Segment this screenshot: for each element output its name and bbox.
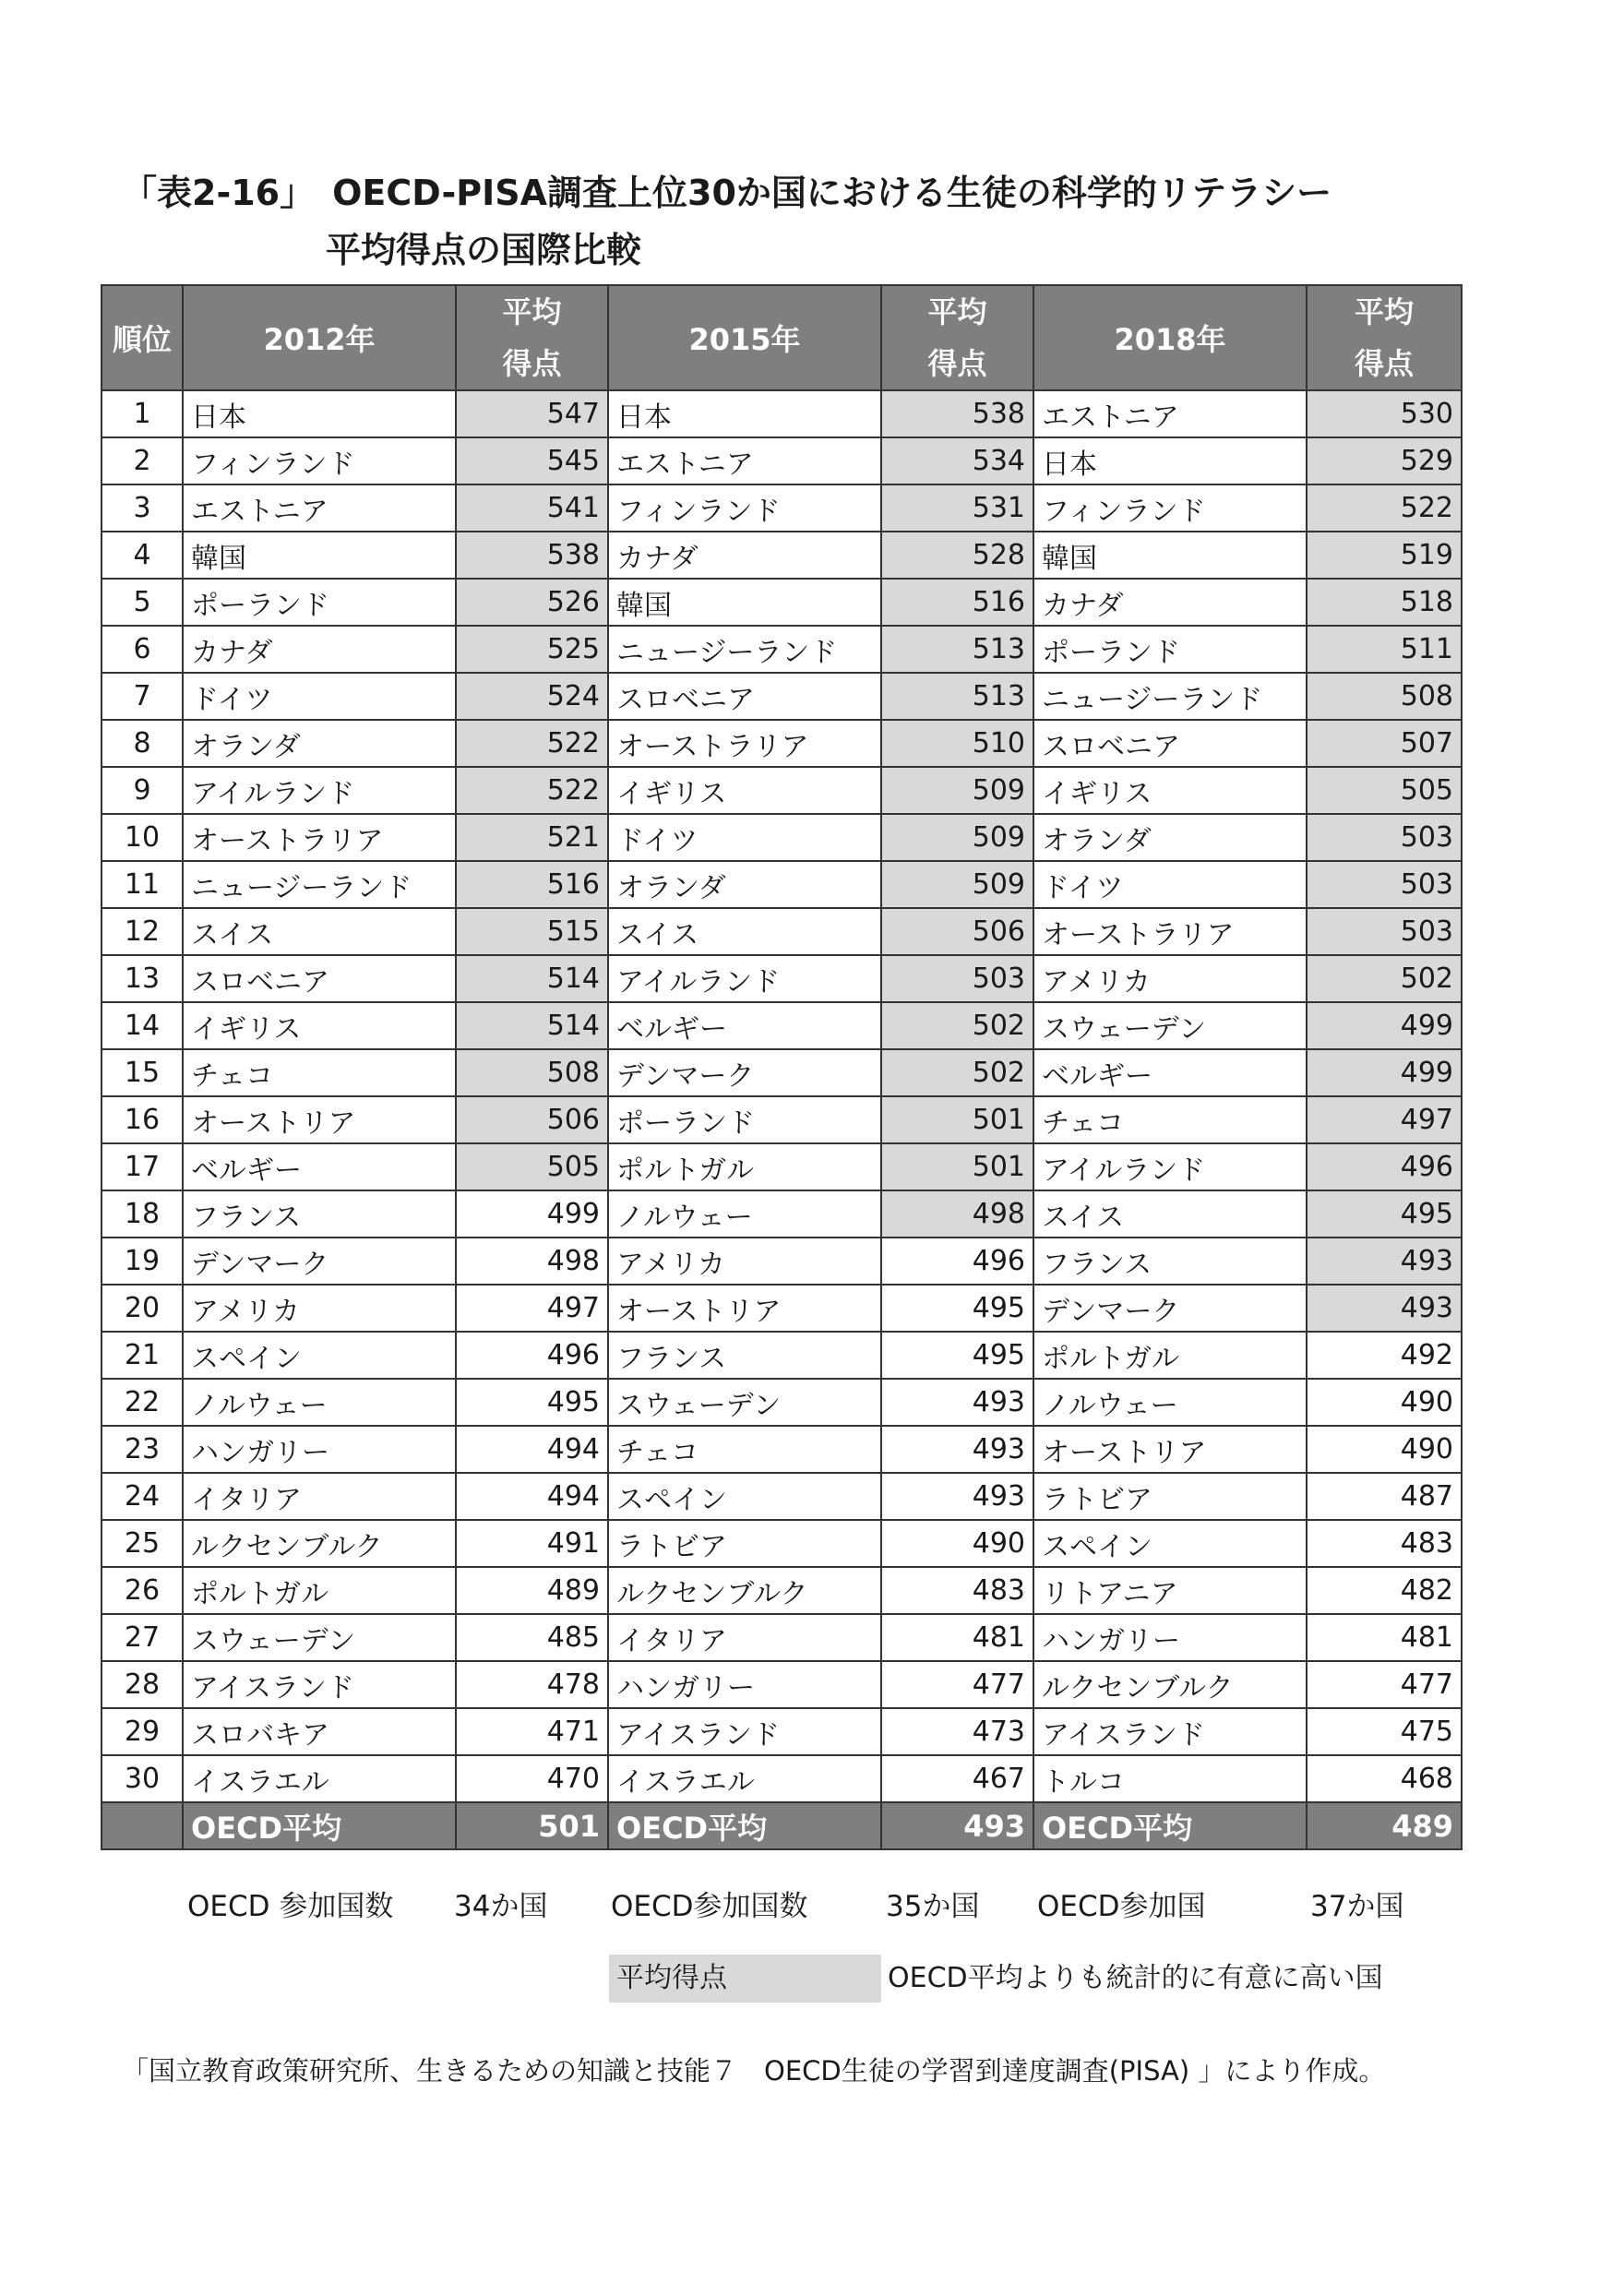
score-2018: 496 <box>1307 1143 1462 1190</box>
table-row <box>102 1708 1462 1755</box>
score-2015: 493 <box>881 1426 1033 1473</box>
score-2018: 503 <box>1307 861 1462 908</box>
country-2015: イタリア <box>608 1614 881 1661</box>
participants-label-2012: OECD 参加国数 <box>187 1890 394 1923</box>
table-row <box>102 1190 1462 1238</box>
country-2015: スウェーデン <box>608 1379 881 1426</box>
score-2015: 513 <box>881 626 1033 673</box>
score-2012: 478 <box>456 1661 608 1708</box>
country-2012: スウェーデン <box>183 1614 456 1661</box>
rank-cell: 29 <box>102 1708 183 1755</box>
country-2015: デンマーク <box>608 1049 881 1096</box>
score-2012: 514 <box>456 1002 608 1049</box>
score-2012: 541 <box>456 484 608 532</box>
country-2012: フィンランド <box>183 437 456 484</box>
country-2015: エストニア <box>608 437 881 484</box>
score-2012: 506 <box>456 1096 608 1143</box>
country-2012: スペイン <box>183 1332 456 1379</box>
table-row <box>102 1049 1462 1096</box>
score-2012: 494 <box>456 1426 608 1473</box>
score-2018: 519 <box>1307 532 1462 579</box>
avg-score-2015: 493 <box>881 1802 1033 1849</box>
score-2012: 514 <box>456 955 608 1002</box>
country-2015: アメリカ <box>608 1238 881 1285</box>
country-2012: チェコ <box>183 1049 456 1096</box>
score-2012: 524 <box>456 673 608 720</box>
oecd-average-row <box>102 1802 1462 1849</box>
rank-cell: 23 <box>102 1426 183 1473</box>
rank-cell: 9 <box>102 767 183 814</box>
score-2018: 475 <box>1307 1708 1462 1755</box>
header-rank: 順位 <box>102 285 183 390</box>
score-2018: 503 <box>1307 814 1462 861</box>
score-2015: 503 <box>881 955 1033 1002</box>
country-2012: オーストリア <box>183 1096 456 1143</box>
country-2015: スロベニア <box>608 673 881 720</box>
country-2015: ドイツ <box>608 814 881 861</box>
score-2015: 513 <box>881 673 1033 720</box>
table-row <box>102 908 1462 955</box>
score-2018: 493 <box>1307 1238 1462 1285</box>
score-2012: 497 <box>456 1285 608 1332</box>
country-2015: ベルギー <box>608 1002 881 1049</box>
score-2018: 477 <box>1307 1661 1462 1708</box>
rank-cell: 22 <box>102 1379 183 1426</box>
table-row <box>102 767 1462 814</box>
country-2012: アイルランド <box>183 767 456 814</box>
score-2012: 522 <box>456 767 608 814</box>
rank-cell: 5 <box>102 579 183 626</box>
table-row <box>102 1755 1462 1802</box>
score-2018: 529 <box>1307 437 1462 484</box>
table-row <box>102 1002 1462 1049</box>
avg-rank-empty <box>102 1802 183 1849</box>
score-2012: 498 <box>456 1238 608 1285</box>
legend-text: OECD平均よりも統計的に有意に高い国 <box>888 1962 1383 1994</box>
score-2015: 495 <box>881 1285 1033 1332</box>
country-2018: スイス <box>1033 1190 1307 1238</box>
score-2012: 491 <box>456 1520 608 1567</box>
score-2012: 526 <box>456 579 608 626</box>
country-2015: フランス <box>608 1332 881 1379</box>
score-2012: 471 <box>456 1708 608 1755</box>
country-2018: カナダ <box>1033 579 1307 626</box>
table-row <box>102 720 1462 767</box>
rank-cell: 12 <box>102 908 183 955</box>
score-2015: 516 <box>881 579 1033 626</box>
score-2012: 485 <box>456 1614 608 1661</box>
table-row <box>102 1096 1462 1143</box>
country-2018: スペイン <box>1033 1520 1307 1567</box>
score-2012: 489 <box>456 1567 608 1614</box>
table-row <box>102 1614 1462 1661</box>
rank-cell: 24 <box>102 1473 183 1520</box>
rank-cell: 1 <box>102 390 183 437</box>
table-row <box>102 1332 1462 1379</box>
score-2018: 499 <box>1307 1049 1462 1096</box>
country-2018: アイスランド <box>1033 1708 1307 1755</box>
score-2015: 490 <box>881 1520 1033 1567</box>
participants-label-2015: OECD参加国数 <box>611 1890 808 1923</box>
country-2018: ノルウェー <box>1033 1379 1307 1426</box>
country-2015: ルクセンブルク <box>608 1567 881 1614</box>
country-2015: スペイン <box>608 1473 881 1520</box>
avg-score-2018: 489 <box>1307 1802 1462 1849</box>
rank-cell: 3 <box>102 484 183 532</box>
country-2018: オランダ <box>1033 814 1307 861</box>
avg-label-2012: OECD平均 <box>183 1802 456 1849</box>
score-2018: 499 <box>1307 1002 1462 1049</box>
country-2012: イギリス <box>183 1002 456 1049</box>
score-2018: 530 <box>1307 390 1462 437</box>
country-2015: アイルランド <box>608 955 881 1002</box>
score-2012: 495 <box>456 1379 608 1426</box>
rank-cell: 20 <box>102 1285 183 1332</box>
country-2012: アイスランド <box>183 1661 456 1708</box>
rank-cell: 16 <box>102 1096 183 1143</box>
score-2012: 522 <box>456 720 608 767</box>
score-2012: 515 <box>456 908 608 955</box>
country-2012: ルクセンブルク <box>183 1520 456 1567</box>
source-note: 「国立教育政策研究所、生きるための知識と技能７ OECD生徒の学習到達度調査(PISA) 」により作成。 <box>122 2055 1386 2087</box>
country-2015: ノルウェー <box>608 1190 881 1238</box>
country-2018: オーストリア <box>1033 1426 1307 1473</box>
participants-value-2015: 35か国 <box>886 1890 980 1923</box>
score-2012: 525 <box>456 626 608 673</box>
rank-cell: 14 <box>102 1002 183 1049</box>
score-2018: 503 <box>1307 908 1462 955</box>
country-2015: カナダ <box>608 532 881 579</box>
score-2018: 492 <box>1307 1332 1462 1379</box>
country-2015: ニュージーランド <box>608 626 881 673</box>
rank-cell: 28 <box>102 1661 183 1708</box>
header-2012: 2012年 <box>183 285 456 390</box>
country-2018: アメリカ <box>1033 955 1307 1002</box>
country-2018: フランス <box>1033 1238 1307 1285</box>
score-2015: 495 <box>881 1332 1033 1379</box>
rank-cell: 7 <box>102 673 183 720</box>
country-2015: オーストラリア <box>608 720 881 767</box>
country-2015: ハンガリー <box>608 1661 881 1708</box>
table-row <box>102 437 1462 484</box>
country-2015: チェコ <box>608 1426 881 1473</box>
score-2015: 509 <box>881 814 1033 861</box>
rank-cell: 4 <box>102 532 183 579</box>
table-row <box>102 626 1462 673</box>
country-2018: トルコ <box>1033 1755 1307 1802</box>
score-2012: 496 <box>456 1332 608 1379</box>
score-2015: 509 <box>881 767 1033 814</box>
table-row <box>102 1567 1462 1614</box>
table-row <box>102 579 1462 626</box>
country-2012: オーストラリア <box>183 814 456 861</box>
score-2018: 487 <box>1307 1473 1462 1520</box>
country-2012: カナダ <box>183 626 456 673</box>
score-2015: 510 <box>881 720 1033 767</box>
table-subtitle: 平均得点の国際比較 <box>326 230 642 270</box>
score-2015: 528 <box>881 532 1033 579</box>
score-2015: 477 <box>881 1661 1033 1708</box>
rank-cell: 18 <box>102 1190 183 1238</box>
rank-cell: 15 <box>102 1049 183 1096</box>
rank-cell: 13 <box>102 955 183 1002</box>
country-2018: フィンランド <box>1033 484 1307 532</box>
score-2018: 502 <box>1307 955 1462 1002</box>
country-2018: ドイツ <box>1033 861 1307 908</box>
country-2012: ポルトガル <box>183 1567 456 1614</box>
country-2012: ベルギー <box>183 1143 456 1190</box>
table-row <box>102 1520 1462 1567</box>
participants-value-2018: 37か国 <box>1310 1890 1404 1923</box>
country-2012: スロバキア <box>183 1708 456 1755</box>
score-2018: 482 <box>1307 1567 1462 1614</box>
country-2012: ノルウェー <box>183 1379 456 1426</box>
score-2015: 501 <box>881 1143 1033 1190</box>
score-2015: 509 <box>881 861 1033 908</box>
country-2018: アイルランド <box>1033 1143 1307 1190</box>
table-title: 「表2-16」 OECD-PISA調査上位30か国における生徒の科学的リテラシー <box>122 173 1332 213</box>
table-row <box>102 390 1462 437</box>
score-2018: 522 <box>1307 484 1462 532</box>
country-2012: ドイツ <box>183 673 456 720</box>
participants-label-2018: OECD参加国 <box>1037 1890 1206 1923</box>
score-2015: 496 <box>881 1238 1033 1285</box>
table-row <box>102 955 1462 1002</box>
score-2018: 508 <box>1307 673 1462 720</box>
table-row <box>102 1238 1462 1285</box>
header-avg-2015: 平均 得点 <box>881 285 1033 390</box>
country-2015: アイスランド <box>608 1708 881 1755</box>
avg-label-2018: OECD平均 <box>1033 1802 1307 1849</box>
avg-label-2015: OECD平均 <box>608 1802 881 1849</box>
rank-cell: 10 <box>102 814 183 861</box>
country-2018: ベルギー <box>1033 1049 1307 1096</box>
score-2012: 494 <box>456 1473 608 1520</box>
rank-cell: 8 <box>102 720 183 767</box>
header-row <box>102 285 1462 390</box>
rank-cell: 27 <box>102 1614 183 1661</box>
country-2018: チェコ <box>1033 1096 1307 1143</box>
table-row <box>102 1379 1462 1426</box>
country-2012: フランス <box>183 1190 456 1238</box>
participants-value-2012: 34か国 <box>454 1890 548 1923</box>
score-2012: 521 <box>456 814 608 861</box>
score-2018: 507 <box>1307 720 1462 767</box>
table-row <box>102 484 1462 532</box>
pisa-science-table <box>101 284 1463 1850</box>
score-2018: 490 <box>1307 1426 1462 1473</box>
table-row <box>102 532 1462 579</box>
score-2018: 481 <box>1307 1614 1462 1661</box>
table-row <box>102 1473 1462 1520</box>
country-2015: ポルトガル <box>608 1143 881 1190</box>
country-2012: 日本 <box>183 390 456 437</box>
score-2012: 499 <box>456 1190 608 1238</box>
country-2012: イタリア <box>183 1473 456 1520</box>
country-2012: オランダ <box>183 720 456 767</box>
country-2018: スロベニア <box>1033 720 1307 767</box>
score-2015: 502 <box>881 1049 1033 1096</box>
score-2018: 505 <box>1307 767 1462 814</box>
score-2012: 547 <box>456 390 608 437</box>
score-2012: 516 <box>456 861 608 908</box>
header-avg-2018: 平均 得点 <box>1307 285 1462 390</box>
score-2018: 495 <box>1307 1190 1462 1238</box>
country-2018: オーストラリア <box>1033 908 1307 955</box>
country-2015: フィンランド <box>608 484 881 532</box>
country-2012: エストニア <box>183 484 456 532</box>
score-2015: 506 <box>881 908 1033 955</box>
country-2018: ハンガリー <box>1033 1614 1307 1661</box>
table-row <box>102 861 1462 908</box>
rank-cell: 26 <box>102 1567 183 1614</box>
country-2015: ポーランド <box>608 1096 881 1143</box>
table-row <box>102 1143 1462 1190</box>
score-2015: 467 <box>881 1755 1033 1802</box>
country-2015: イギリス <box>608 767 881 814</box>
country-2015: オーストリア <box>608 1285 881 1332</box>
country-2015: 日本 <box>608 390 881 437</box>
score-2018: 468 <box>1307 1755 1462 1802</box>
score-2015: 501 <box>881 1096 1033 1143</box>
score-2012: 508 <box>456 1049 608 1096</box>
table-row <box>102 814 1462 861</box>
country-2018: ポーランド <box>1033 626 1307 673</box>
country-2018: イギリス <box>1033 767 1307 814</box>
header-avg-2012: 平均 得点 <box>456 285 608 390</box>
country-2012: ハンガリー <box>183 1426 456 1473</box>
country-2012: スイス <box>183 908 456 955</box>
header-2015: 2015年 <box>608 285 881 390</box>
rank-cell: 25 <box>102 1520 183 1567</box>
country-2012: ニュージーランド <box>183 861 456 908</box>
country-2015: オランダ <box>608 861 881 908</box>
country-2015: 韓国 <box>608 579 881 626</box>
country-2018: リトアニア <box>1033 1567 1307 1614</box>
country-2018: デンマーク <box>1033 1285 1307 1332</box>
table-row <box>102 1285 1462 1332</box>
score-2015: 531 <box>881 484 1033 532</box>
rank-cell: 21 <box>102 1332 183 1379</box>
rank-cell: 30 <box>102 1755 183 1802</box>
table-row <box>102 1661 1462 1708</box>
score-2015: 481 <box>881 1614 1033 1661</box>
country-2015: イスラエル <box>608 1755 881 1802</box>
country-2012: アメリカ <box>183 1285 456 1332</box>
country-2018: ニュージーランド <box>1033 673 1307 720</box>
score-2018: 497 <box>1307 1096 1462 1143</box>
score-2012: 470 <box>456 1755 608 1802</box>
country-2012: デンマーク <box>183 1238 456 1285</box>
country-2018: ルクセンブルク <box>1033 1661 1307 1708</box>
country-2012: イスラエル <box>183 1755 456 1802</box>
score-2012: 538 <box>456 532 608 579</box>
country-2018: スウェーデン <box>1033 1002 1307 1049</box>
country-2018: ラトビア <box>1033 1473 1307 1520</box>
score-2015: 493 <box>881 1379 1033 1426</box>
score-2012: 545 <box>456 437 608 484</box>
score-2015: 498 <box>881 1190 1033 1238</box>
score-2015: 493 <box>881 1473 1033 1520</box>
avg-score-2012: 501 <box>456 1802 608 1849</box>
country-2012: スロベニア <box>183 955 456 1002</box>
score-2015: 534 <box>881 437 1033 484</box>
score-2018: 511 <box>1307 626 1462 673</box>
rank-cell: 11 <box>102 861 183 908</box>
score-2015: 502 <box>881 1002 1033 1049</box>
rank-cell: 19 <box>102 1238 183 1285</box>
country-2018: 日本 <box>1033 437 1307 484</box>
country-2012: ポーランド <box>183 579 456 626</box>
legend-swatch: 平均得点 <box>609 1955 881 2003</box>
country-2015: ラトビア <box>608 1520 881 1567</box>
rank-cell: 17 <box>102 1143 183 1190</box>
rank-cell: 2 <box>102 437 183 484</box>
score-2018: 490 <box>1307 1379 1462 1426</box>
country-2018: エストニア <box>1033 390 1307 437</box>
table-row <box>102 673 1462 720</box>
score-2018: 518 <box>1307 579 1462 626</box>
country-2018: ポルトガル <box>1033 1332 1307 1379</box>
score-2015: 483 <box>881 1567 1033 1614</box>
score-2015: 473 <box>881 1708 1033 1755</box>
score-2018: 483 <box>1307 1520 1462 1567</box>
table-row <box>102 1426 1462 1473</box>
score-2018: 493 <box>1307 1285 1462 1332</box>
country-2015: スイス <box>608 908 881 955</box>
score-2012: 505 <box>456 1143 608 1190</box>
score-2015: 538 <box>881 390 1033 437</box>
country-2012: 韓国 <box>183 532 456 579</box>
country-2018: 韓国 <box>1033 532 1307 579</box>
rank-cell: 6 <box>102 626 183 673</box>
header-2018: 2018年 <box>1033 285 1307 390</box>
